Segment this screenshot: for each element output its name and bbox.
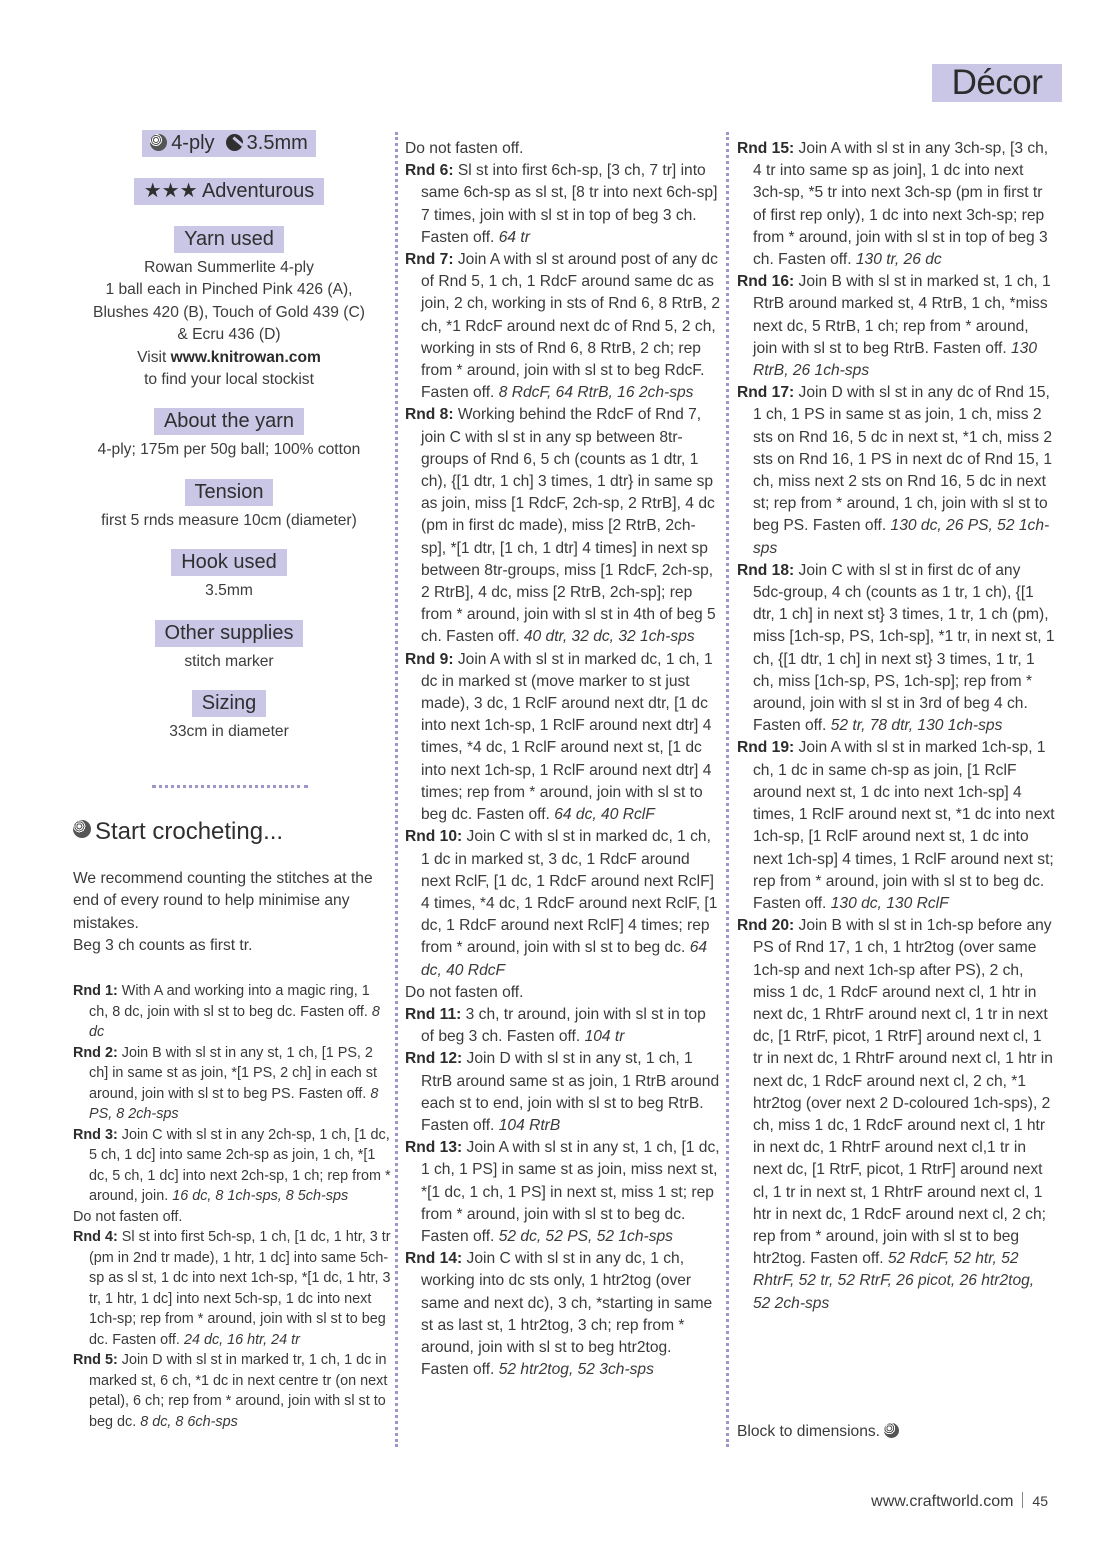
round-text: Join C with sl st in first dc of any 5dc-group, 4 ch (counts as 1 tr, 1 ch), {[1 dtr, 1 ch] in next st} 3 times, 1 tr, 1 ch (pm), miss [1ch-sp, PS, 1ch-sp], *1 tr, in next st, 1 ch, {[1 dtr, 1 ch] in next st} 3 times, 1 tr, 1 ch, miss [1ch-sp, PS, 1ch-sp]; rep from * around, join with sl st in 3rd of beg 4 ch. Fasten off.	[753, 561, 1055, 735]
round-label: Rnd 3:	[73, 1126, 118, 1143]
round-count: 8 RdcF, 64 RtrB, 16 2ch-sps	[498, 384, 694, 402]
finishing-note	[737, 1423, 903, 1441]
column-divider	[395, 132, 398, 1447]
round-text: 3 ch, tr around, join with sl st in top of beg 3 ch. Fasten off.	[421, 1005, 706, 1046]
start-heading-text: Start crocheting...	[95, 818, 284, 845]
ply-label: 4-ply	[171, 132, 215, 154]
column-divider	[726, 132, 729, 1447]
yarn-ball-icon	[150, 134, 167, 151]
round-label: Rnd 8:	[405, 406, 454, 424]
round-text: Join B with sl st in marked st, 1 ch, 1 RtrB around marked st, 4 RtrB, 1 ch, *miss next dc, 5 RtrB, 1 ch; rep from * around, join with sl st to beg RtrB. Fasten off.	[753, 273, 1051, 357]
round-text: Sl st into first 6ch-sp, [3 ch, 7 tr] into same 6ch-sp as sl st, [8 tr into next 6ch-sp] 7 times, join with sl st in top of beg 3 ch. Fasten off.	[421, 162, 718, 246]
round-count: 104 tr	[584, 1028, 625, 1046]
visit-text: Visit	[137, 348, 171, 366]
round-label: Rnd 12:	[405, 1050, 463, 1068]
about-yarn-heading: About the yarn	[154, 408, 304, 435]
round-count: 24 dc, 16 htr, 24 tr	[183, 1331, 300, 1348]
round-count: 40 dtr, 32 dc, 32 1ch-sps	[523, 628, 695, 646]
round-6	[405, 160, 720, 249]
round-label: Rnd 6:	[405, 162, 454, 180]
footer-website[interactable]: www.craftworld.com	[871, 1493, 1014, 1510]
yarn-line: Blushes 420 (B), Touch of Gold 439 (C)	[93, 303, 365, 321]
round-count: 8 dc, 8 6ch-sps	[140, 1413, 238, 1430]
round-count: 52 htr2tog, 52 3ch-sps	[498, 1361, 654, 1379]
round-label: Rnd 16:	[737, 273, 795, 291]
round-count: 8 dc	[89, 1003, 380, 1041]
intro-paragraph: We recommend counting the stitches at the end of every round to help minimise any mistakes.	[73, 870, 373, 932]
round-count: 8 PS, 8 2ch-sps	[89, 1085, 379, 1123]
round-1	[73, 981, 391, 1043]
round-text: Join C with sl st in any dc, 1 ch, working into dc sts only, 1 htr2tog (over same and next dc), 3 ch, *starting in same st as last st, 1 htr2tog, 3 ch; rep from * around, join with sl st to beg htr2tog. Fasten off.	[421, 1250, 713, 1379]
round-label: Rnd 15:	[737, 140, 795, 157]
round-note: Do not fasten off.	[405, 140, 524, 157]
round-text: Join B with sl st in 1ch-sp before any PS of Rnd 17, 1 ch, 1 htr2tog (over same 1ch-sp and next 1ch-sp after PS), 2 ch, miss 1 dc, 1 RdcF around next cl, 1 htr in next dc, 1 RhtrF around next cl, 1 tr in next dc, [1 RtrF, picot, 1 RtrF] around next cl, 1 tr in next dc, 1 RhtrF around next cl, 1 htr in next dc, 1 RdcF around next cl, 2 ch, *1 htr2tog (over next 2 D-coloured 1ch-sps), 2 ch, miss 1 dc, 1 RdcF around next cl, 1 htr in next dc, 1 RhtrF around next cl,1 tr in next dc, [1 RtrF, picot, 1 RtrF] around next cl, 1 tr in next st, 1 RhtrF around next cl, 1 htr in next dc, 1 RdcF around next cl, 2 ch; rep from * around, join with sl st to beg htr2tog. Fasten off.	[753, 917, 1053, 1268]
round-count: 64 tr	[498, 228, 530, 246]
yarn-ball-icon	[73, 820, 91, 838]
round-label: Rnd 18:	[737, 561, 795, 579]
pattern-column-3	[737, 138, 1055, 1315]
round-text: Join D with sl st in any dc of Rnd 15, 1 ch, 1 PS in same st as join, 1 ch, miss 2 sts on Rnd 16, 5 dc in next st, *1 ch, miss 2 sts on Rnd 16, 1 PS in next dc of Rnd 15, 1 ch, miss next 2 sts on Rnd 16, 5 dc in next st; rep from * around, 1 ch, join with sl st to beg PS. Fasten off.	[753, 384, 1053, 535]
round-count: 130 dc, 26 PS, 52 1ch-sps	[753, 517, 1050, 557]
round-15	[737, 138, 1055, 271]
round-text: Join A with sl st in marked 1ch-sp, 1 ch, 1 dc in same ch-sp as join, [1 RclF around next st, 1 dc into next 1ch-sp] 4 times, 1 RclF around next st, *1 dc into next 1ch-sp, [1 RclF around next st, 1 dc into next 1ch-sp] 4 times, 1 RclF around next st; rep from * around, join with sl st to beg dc. Fasten off.	[753, 739, 1055, 912]
yarn-line: to find your local stockist	[144, 371, 314, 389]
pattern-info-sidebar	[70, 130, 388, 743]
round-4	[73, 1227, 391, 1350]
round-label: Rnd 1:	[73, 983, 118, 999]
section-title: Décor	[951, 63, 1043, 102]
hook-icon	[226, 134, 243, 151]
stockist-link[interactable]: www.knitrowan.com	[170, 348, 321, 366]
round-3	[73, 1125, 391, 1207]
round-label: Rnd 14:	[405, 1250, 463, 1268]
round-note: Do not fasten off.	[73, 1208, 183, 1225]
round-text: Join A with sl st in marked dc, 1 ch, 1 dc in marked st (move marker to st just made), 3 dc, 1 RclF around next dtr, [1 dc into next 1ch-sp, 1 RclF around next dtr] 4 times, *4 dc, 1 RclF around next st, [1 dc into next 1ch-sp, 1 RclF around next dtr] 4 times; rep from * around, join with sl st to beg dc. Fasten off.	[421, 650, 713, 824]
yarn-line: 1 ball each in Pinched Pink 426 (A),	[105, 281, 353, 299]
section-tab	[932, 64, 1062, 102]
round-count: 16 dc, 8 1ch-sps, 8 5ch-sps	[172, 1188, 349, 1205]
round-label: Rnd 17:	[737, 384, 795, 402]
round-12	[405, 1048, 720, 1137]
round-label: Rnd 7:	[405, 251, 454, 269]
sizing-text: 33cm in diameter	[169, 723, 289, 741]
round-18	[737, 560, 1055, 738]
round-13	[405, 1137, 720, 1248]
round-count: 52 dc, 52 PS, 52 1ch-sps	[498, 1227, 673, 1245]
round-text: Join D with sl st in marked tr, 1 ch, 1 dc in marked st, 6 ch, *1 dc in next centre tr (on next petal), 6 ch; rep from * around, join with sl st to beg dc.	[89, 1352, 388, 1430]
tension-text: first 5 rnds measure 10cm (diameter)	[101, 511, 357, 529]
round-count: 130 tr, 26 dc	[855, 251, 942, 269]
round-note: Do not fasten off.	[405, 983, 524, 1001]
yarn-ball-icon	[884, 1423, 899, 1438]
round-count: 52 RdcF, 52 htr, 52 RhtrF, 52 tr, 52 RtrF, 26 picot, 26 htr2tog, 52 2ch-sps	[753, 1250, 1035, 1312]
round-label: Rnd 9:	[405, 650, 454, 668]
yarn-used-heading: Yarn used	[174, 226, 284, 253]
round-count: 64 dc, 40 RdcF	[421, 939, 708, 979]
dotted-divider	[152, 785, 308, 788]
pattern-column-2	[405, 138, 720, 1381]
round-10	[405, 826, 720, 981]
round-text: Join C with sl st in marked dc, 1 ch, 1 dc in marked st, 3 dc, 1 RdcF around next RclF, [1 dc, 1 RdcF around next RclF] 4 times, *4 dc, 1 RdcF around next RclF, [1 dc, 1 RdcF around next RclF] 4 times; rep from * around, join with sl st to beg dc.	[421, 828, 718, 957]
round-19	[737, 737, 1055, 915]
intro-text	[73, 868, 388, 958]
start-crocheting-heading	[73, 818, 283, 846]
tension-heading: Tension	[185, 479, 274, 506]
round-text: With A and working into a magic ring, 1 ch, 8 dc, join with sl st to beg dc. Fasten off.	[89, 983, 372, 1020]
round-label: Rnd 2:	[73, 1044, 118, 1061]
finishing-text: Block to dimensions.	[737, 1423, 881, 1440]
round-count: 104 RtrB	[498, 1116, 561, 1134]
round-text: Working behind the RdcF of Rnd 7, join C with sl st in any sp between 8tr-groups of Rnd 6, 5 ch (counts as 1 dtr, 1 ch), {[1 dtr, 1 ch] 3 times, 1 dtr} in same sp as join, miss [1 RdcF, 2ch-sp, 2 RtrB], 4 dc (pm in first dc made), miss [2 RtrB, 2ch-sp], *[1 dtr, [1 ch, 1 dtr] 4 times] in next sp between 8tr-groups, miss [1 RdcF, 2ch-sp, 2 RtrB], 4 dc, miss [2 RtrB, 2ch-sp]; rep from * around, join with sl st in 4th of beg 5 ch. Fasten off.	[421, 406, 716, 646]
round-count: 130 dc, 130 RclF	[830, 894, 949, 912]
round-11	[405, 1004, 720, 1048]
round-label: Rnd 20:	[737, 917, 795, 935]
sizing-heading: Sizing	[192, 690, 266, 717]
round-7	[405, 249, 720, 404]
round-14	[405, 1248, 720, 1381]
footer-separator	[1022, 1492, 1023, 1508]
round-17	[737, 382, 1055, 560]
round-text: Join B with sl st in any st, 1 ch, [1 PS, 2 ch] in same st as join, *[1 PS, 2 ch] in each st around, join with sl st to beg PS. Fasten off.	[89, 1044, 377, 1102]
round-8	[405, 404, 720, 648]
round-label: Rnd 4:	[73, 1229, 118, 1246]
round-9	[405, 649, 720, 827]
round-label: Rnd 19:	[737, 739, 795, 757]
page-number: 45	[1032, 1493, 1048, 1509]
round-text: Join A with sl st in any 3ch-sp, [3 ch, 4 tr into same sp as join], 1 dc into next 3ch-sp, *5 tr into next 3ch-sp (pm in first tr of first rep only), 1 dc into next 3ch-sp; rep from * around, join with sl st in top of beg 3 ch. Fasten off.	[753, 140, 1049, 269]
round-2	[73, 1043, 391, 1125]
round-label: Rnd 13:	[405, 1139, 463, 1157]
yarn-line: Rowan Summerlite 4-ply	[144, 259, 314, 276]
round-text: Sl st into first 5ch-sp, 1 ch, [1 dc, 1 htr, 3 tr (pm in 2nd tr made), 1 htr, 1 dc] into same 5ch-sp as sl st, 1 dc into next 1ch-sp, *[1 dc, 1 htr, 3 tr, 1 htr, 1 dc] into next 5ch-sp, 1 dc into next 1ch-sp; rep from * around, join with sl st to beg dc. Fasten off.	[89, 1229, 391, 1348]
round-label: Rnd 11:	[405, 1005, 462, 1023]
hook-used-text: 3.5mm	[205, 582, 253, 600]
round-16	[737, 271, 1055, 382]
round-label: Rnd 5:	[73, 1352, 118, 1369]
ply-badge	[142, 130, 316, 157]
page-footer	[871, 1492, 1048, 1511]
round-text: Join A with sl st around post of any dc of Rnd 5, 1 ch, 1 RdcF around same dc as join, 2 ch, working in sts of Rnd 6, 8 RtrB, 2 ch, *1 RdcF around next dc of Rnd 5, 2 ch, working in sts of Rnd 6, 8 RtrB, 2 ch; rep from * around, join with sl st to beg RdcF. Fasten off.	[421, 251, 721, 402]
round-count: 130 RtrB, 26 1ch-sps	[753, 339, 1038, 380]
round-count: 52 tr, 78 dtr, 130 1ch-sps	[830, 717, 1003, 735]
round-20	[737, 915, 1055, 1315]
round-text: Join D with sl st in any st, 1 ch, 1 RtrB around same st as join, 1 RtrB around each st to end, join with sl st to beg RtrB. Fasten off.	[421, 1050, 720, 1134]
yarn-line: & Ecru 436 (D)	[177, 326, 281, 344]
round-text: Join C with sl st in any 2ch-sp, 1 ch, [1 dc, 5 ch, 1 dc] into same 2ch-sp as join, 1 ch, *[1 dc, 5 ch, 1 dc] into next 2ch-sp, 1 ch; rep from * around, join.	[89, 1126, 391, 1205]
round-5	[73, 1350, 391, 1432]
round-count: 64 dc, 40 RclF	[554, 806, 655, 824]
hook-used-heading: Hook used	[171, 549, 287, 576]
about-yarn-text: 4-ply; 175m per 50g ball; 100% cotton	[97, 441, 361, 459]
difficulty-badge: ★★★ Adventurous	[134, 178, 325, 205]
intro-paragraph: Beg 3 ch counts as first tr.	[73, 937, 253, 955]
pattern-column-1	[73, 981, 391, 1432]
yarn-used-text	[70, 257, 388, 391]
other-supplies-heading: Other supplies	[155, 620, 304, 647]
other-supplies-text: stitch marker	[184, 652, 274, 670]
round-label: Rnd 10:	[405, 828, 463, 846]
hook-size-label: 3.5mm	[246, 132, 308, 154]
round-text: Join A with sl st in any st, 1 ch, [1 dc, 1 ch, 1 PS] in same st as join, miss next st, *[1 dc, 1 ch, 1 PS] in next st, miss 1 st; rep from * around, join with sl st to beg dc. Fasten off.	[421, 1139, 720, 1245]
